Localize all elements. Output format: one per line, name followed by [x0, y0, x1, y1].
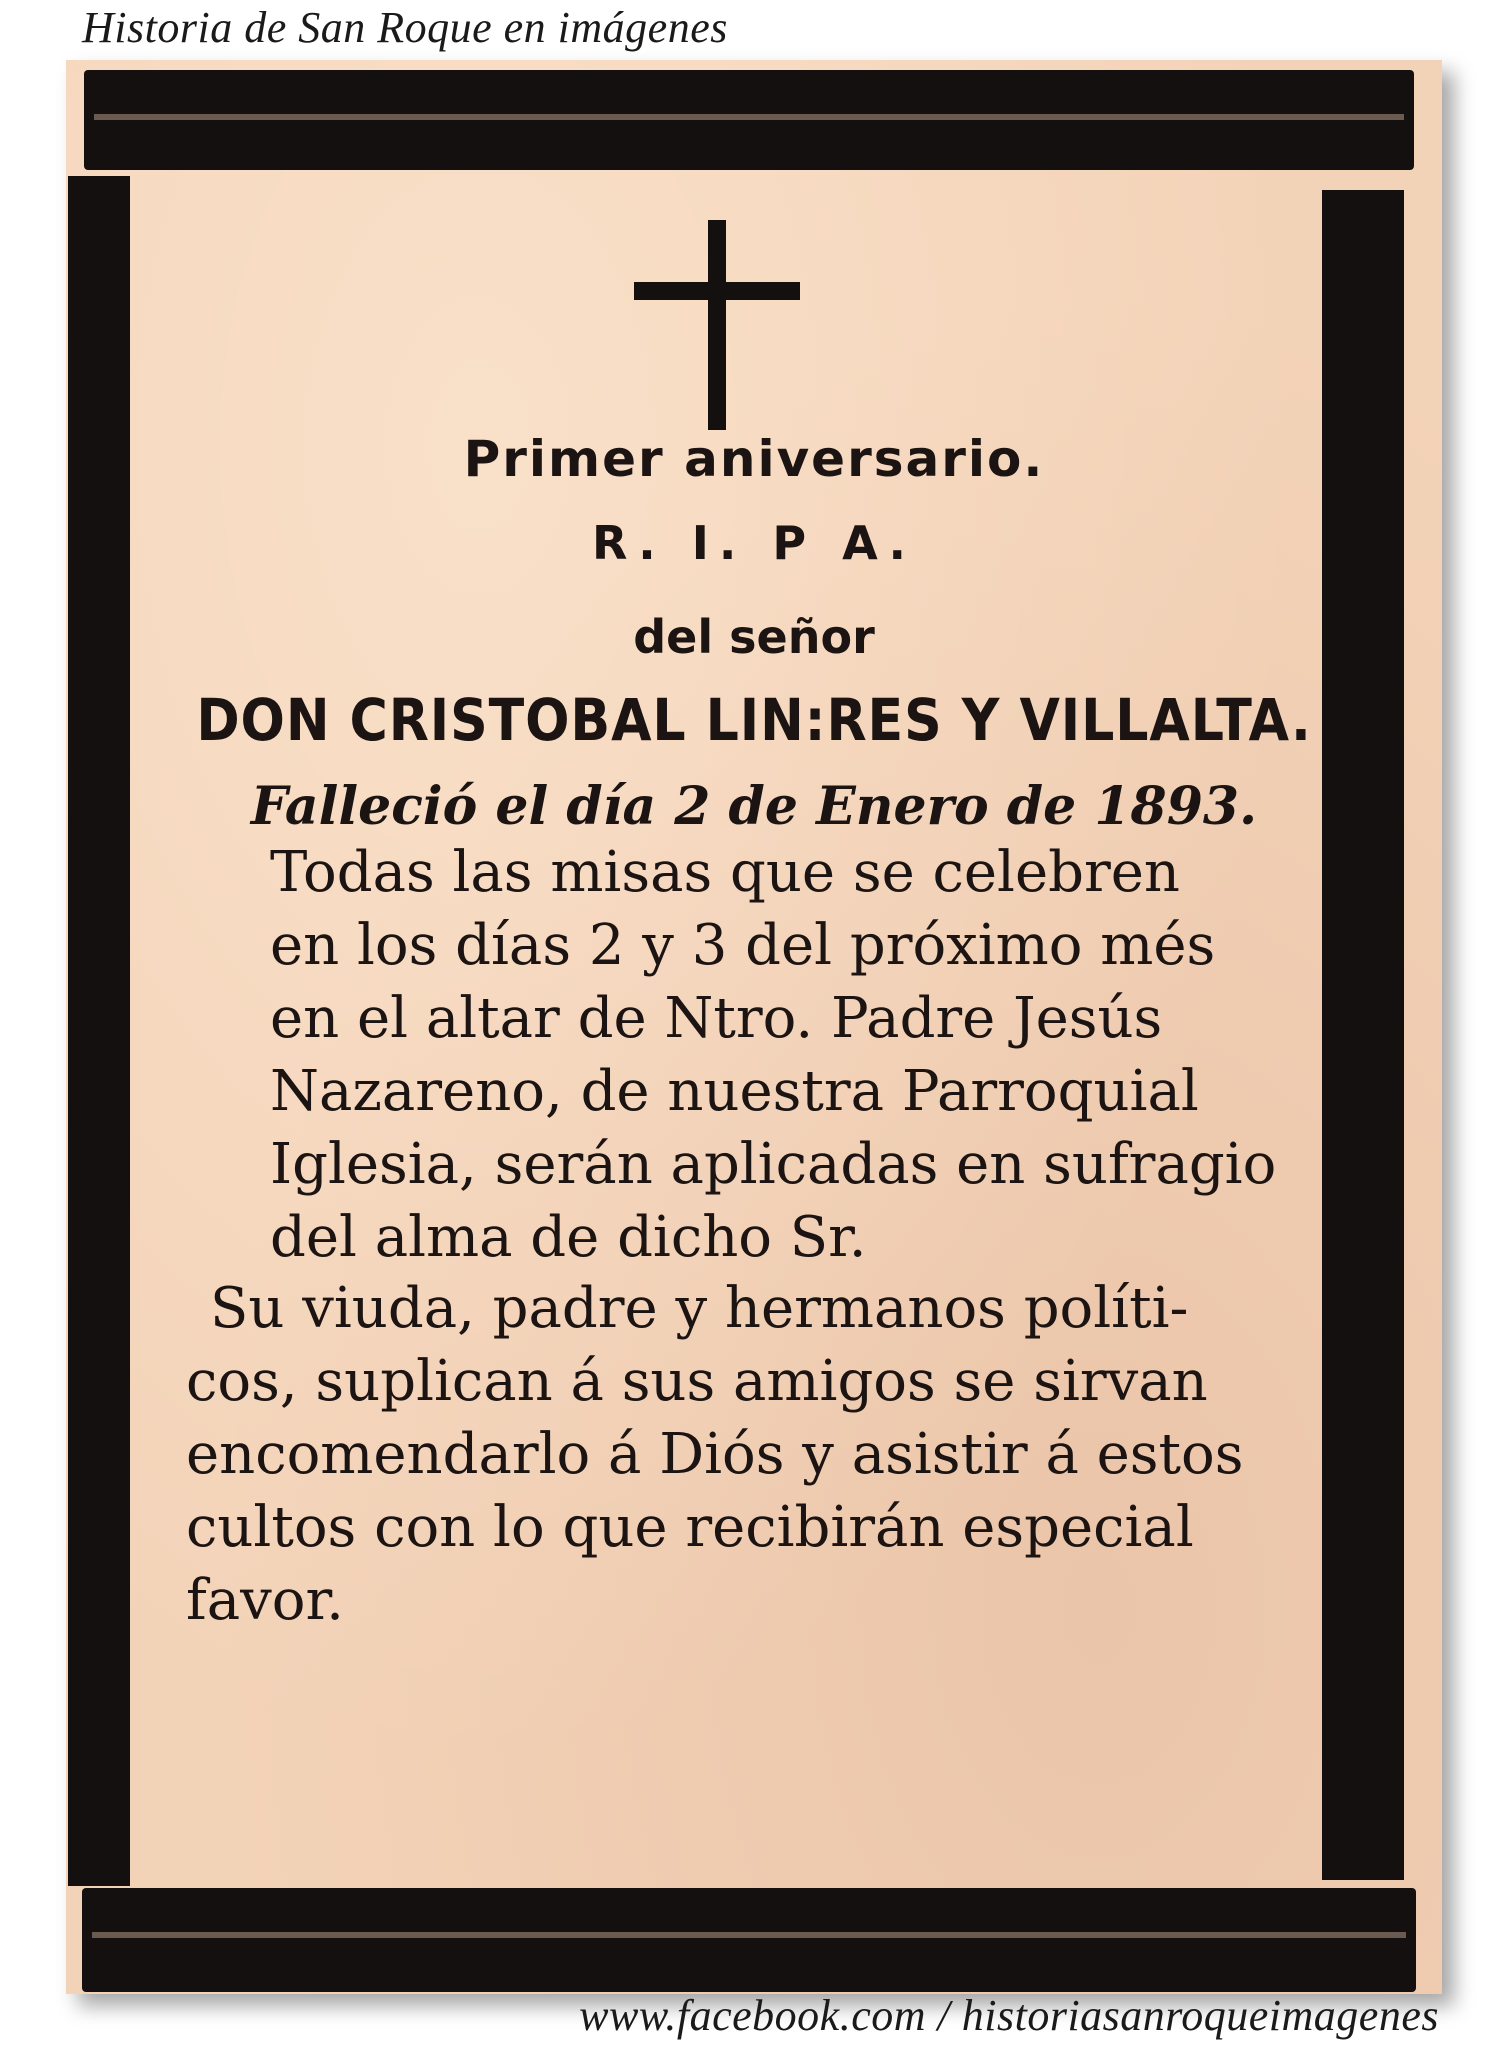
paragraph-line: cos, suplican á sus amigos se sirvan [186, 1349, 1208, 1414]
paragraph-line: cultos con lo que recibirán especial [186, 1495, 1194, 1560]
paragraph-line: favor. [186, 1568, 344, 1633]
paragraph-line: del alma de dicho Sr. [270, 1205, 867, 1270]
notice-title: Primer aniversario. [463, 430, 1045, 488]
death-date: Falleció el día 2 de Enero de 1893. [250, 776, 1258, 837]
mourning-border-bottom [82, 1888, 1416, 1992]
ripa-line: R. I. P A. [591, 516, 917, 570]
mourning-border-top [84, 70, 1414, 170]
paragraph-line: encomendarlo á Diós y asistir á estos [186, 1422, 1244, 1487]
del-senor-line: del señor [633, 610, 875, 664]
paragraph-line: Iglesia, serán aplicadas en sufragio [270, 1132, 1277, 1197]
paragraph-line: en el altar de Ntro. Padre Jesús [270, 986, 1163, 1051]
paragraph-line: Nazareno, de nuestra Parroquial [270, 1059, 1199, 1124]
obituary-notice [66, 60, 1442, 1994]
masses-paragraph [270, 836, 1276, 1274]
facebook-link[interactable]: www.facebook.com / historiasanroqueimagenes [579, 1991, 1439, 2040]
family-paragraph [186, 1272, 1244, 1637]
paragraph-line: Todas las misas que se celebren [270, 840, 1180, 905]
deceased-name: DON CRISTOBAL LIN:RES Y VILLALTA. [196, 686, 1312, 754]
paragraph-line: Su viuda, padre y hermanos políti- [210, 1276, 1189, 1341]
paragraph-line: en los días 2 y 3 del próximo més [270, 913, 1216, 978]
header-caption: Historia de San Roque en imágenes [82, 3, 728, 52]
